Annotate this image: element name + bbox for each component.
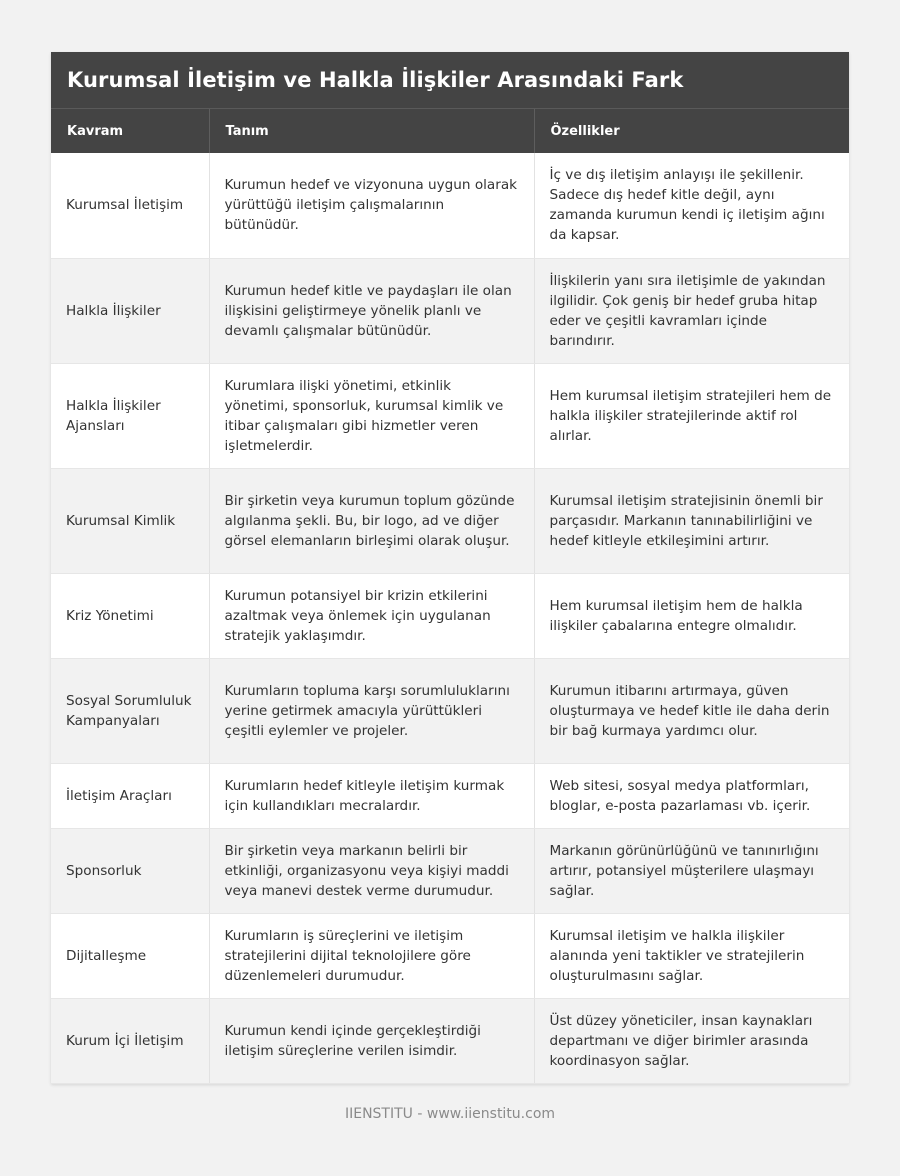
- cell-definition: Kurumun hedef ve vizyonuna uygun olarak yürüttüğü iletişim çalışmalarının bütünüdür.: [209, 153, 534, 258]
- table-row: [51, 258, 849, 363]
- cell-features: Markanın görünürlüğünü ve tanınırlığını artırır, potansiyel müşterilere ulaşmayı sağlar.: [534, 828, 849, 913]
- table-row: [51, 573, 849, 658]
- cell-term: Kurumsal Kimlik: [51, 468, 209, 573]
- cell-definition: Kurumlara ilişki yönetimi, etkinlik yönetimi, sponsorluk, kurumsal kimlik ve itibar çalışmaları gibi hizmetler veren işletmelerdir.: [209, 363, 534, 468]
- header-tanim: Tanım: [209, 109, 534, 153]
- table-row: [51, 763, 849, 828]
- page-title: Kurumsal İletişim ve Halkla İlişkiler Arasındaki Fark: [67, 68, 684, 92]
- cell-term: İletişim Araçları: [51, 763, 209, 828]
- table-row: [51, 998, 849, 1083]
- cell-term: Halkla İlişkiler: [51, 258, 209, 363]
- cell-features: İç ve dış iletişim anlayışı ile şekillenir. Sadece dış hedef kitle değil, aynı zamanda kurumun kendi iç iletişim ağını da kapsar.: [534, 153, 849, 258]
- cell-term: Kurumsal İletişim: [51, 153, 209, 258]
- header-kavram: Kavram: [51, 109, 209, 153]
- cell-definition: Kurumun hedef kitle ve paydaşları ile olan ilişkisini geliştirmeye yönelik planlı ve devamlı çalışmalar bütünüdür.: [209, 258, 534, 363]
- cell-definition: Kurumun potansiyel bir krizin etkilerini azaltmak veya önlemek için uygulanan stratejik yaklaşımdır.: [209, 573, 534, 658]
- cell-term: Sponsorluk: [51, 828, 209, 913]
- cell-term: Halkla İlişkiler Ajansları: [51, 363, 209, 468]
- cell-features: Web sitesi, sosyal medya platformları, bloglar, e-posta pazarlaması vb. içerir.: [534, 763, 849, 828]
- cell-features: Üst düzey yöneticiler, insan kaynakları departmanı ve diğer birimler arasında koordinasyon sağlar.: [534, 998, 849, 1083]
- table-row: [51, 363, 849, 468]
- cell-term: Kriz Yönetimi: [51, 573, 209, 658]
- cell-term: Dijitalleşme: [51, 913, 209, 998]
- cell-features: Kurumsal iletişim ve halkla ilişkiler alanında yeni taktikler ve stratejilerin oluşturulmasını sağlar.: [534, 913, 849, 998]
- cell-features: Hem kurumsal iletişim stratejileri hem de halkla ilişkiler stratejilerinde aktif rol alırlar.: [534, 363, 849, 468]
- footer-credit: IIENSTITU - www.iienstitu.com: [344, 1106, 556, 1122]
- cell-features: Hem kurumsal iletişim hem de halkla ilişkiler çabalarına entegre olmalıdır.: [534, 573, 849, 658]
- table-row: [51, 913, 849, 998]
- table-row: [51, 153, 849, 258]
- table-row: [51, 828, 849, 913]
- cell-features: Kurumsal iletişim stratejisinin önemli bir parçasıdır. Markanın tanınabilirliğini ve hedef kitleyle etkileşimini artırır.: [534, 468, 849, 573]
- cell-term: Kurum İçi İletişim: [51, 998, 209, 1083]
- cell-features: Kurumun itibarını artırmaya, güven oluşturmaya ve hedef kitle ile daha derin bir bağ kurmaya yardımcı olur.: [534, 658, 849, 763]
- cell-term: Sosyal Sorumluluk Kampanyaları: [51, 658, 209, 763]
- header-ozellikler: Özellikler: [534, 109, 849, 153]
- cell-definition: Kurumların iş süreçlerini ve iletişim stratejilerini dijital teknolojilere göre düzenlemeleri durumudur.: [209, 913, 534, 998]
- cell-definition: Bir şirketin veya kurumun toplum gözünde algılanma şekli. Bu, bir logo, ad ve diğer görsel elemanların birleşimi olarak oluşur.: [209, 468, 534, 573]
- cell-definition: Kurumların hedef kitleyle iletişim kurmak için kullandıkları mecralardır.: [209, 763, 534, 828]
- cell-definition: Bir şirketin veya markanın belirli bir etkinliği, organizasyonu veya kişiyi maddi veya manevi destek verme durumudur.: [209, 828, 534, 913]
- cell-definition: Kurumun kendi içinde gerçekleştirdiği iletişim süreçlerine verilen isimdir.: [209, 998, 534, 1083]
- comparison-card: [51, 52, 849, 1084]
- table-row: [51, 468, 849, 573]
- cell-features: İlişkilerin yanı sıra iletişimle de yakından ilgilidir. Çok geniş bir hedef gruba hitap eder ve çeşitli kavramları içinde barındırır.: [534, 258, 849, 363]
- table-row: [51, 658, 849, 763]
- table-header-row: [51, 109, 849, 153]
- comparison-table: [51, 109, 849, 1084]
- title-bar: [51, 52, 849, 109]
- cell-definition: Kurumların topluma karşı sorumluluklarını yerine getirmek amacıyla yürüttükleri çeşitli eylemler ve projeler.: [209, 658, 534, 763]
